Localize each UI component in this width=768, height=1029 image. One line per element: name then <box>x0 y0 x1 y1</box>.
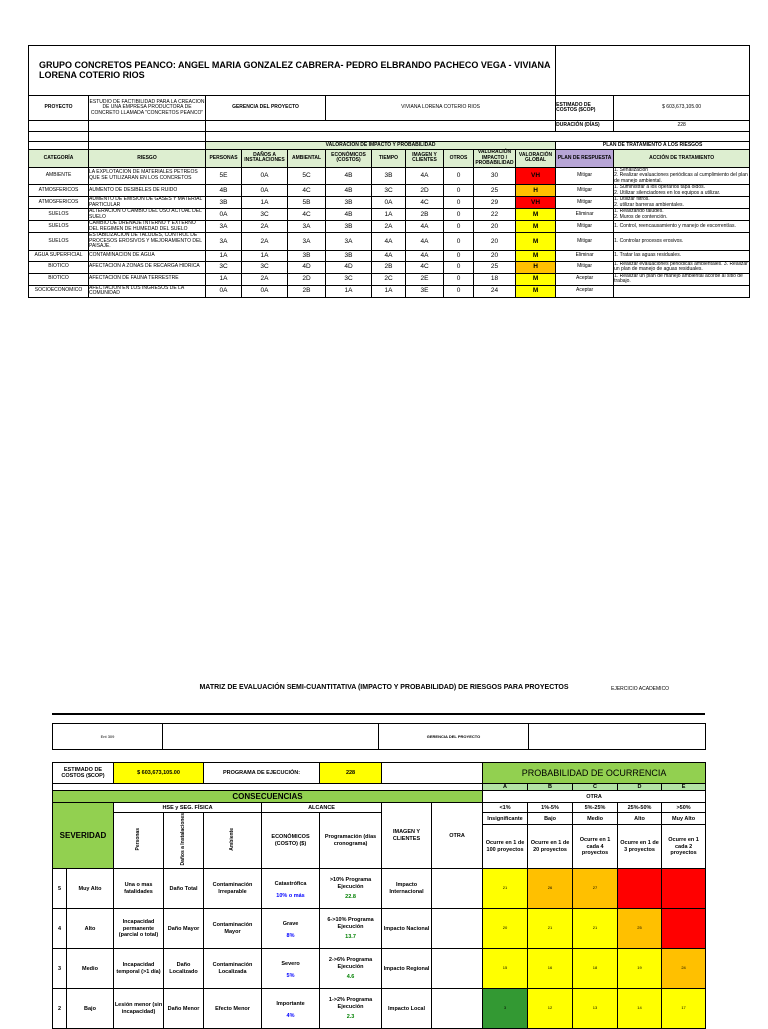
title-blank <box>556 46 750 96</box>
ambiente-desc: Contaminación Mayor <box>204 909 262 949</box>
economicos-level: Catastrófica <box>274 881 307 888</box>
valoracion-cell: 20 <box>474 233 516 251</box>
severity-level: Muy Alto <box>67 869 114 909</box>
accion-cell: 1. Señalización 2. Realizar evaluaciones periódicas al cumplimiento del plan de manejo ambiental. <box>614 166 748 184</box>
probability-cell: 27 <box>573 869 618 909</box>
accion-cell: 1. Control, reencausamiento y manejo de escorrentías. <box>614 221 750 233</box>
col-economicos-2: ECONÓMICOS (COSTO) ($) <box>262 813 320 869</box>
global-cell: M <box>516 221 556 233</box>
col-economicos: ECONÓMICOS (COSTOS) <box>326 150 372 168</box>
risk-row <box>29 197 750 209</box>
risk-row <box>29 273 750 285</box>
probability-cell: 26 <box>528 869 573 909</box>
prob-range: >50% <box>662 803 706 813</box>
otros-cell: 0 <box>444 261 474 273</box>
ambiente-desc: Contaminación Irreparable <box>204 869 262 909</box>
danos-cell: 2A <box>242 273 288 285</box>
danos-cell: 1A <box>242 197 288 209</box>
danos-cell: 1A <box>242 250 288 261</box>
otros-cell: 0 <box>444 285 474 297</box>
risk-row <box>29 233 750 251</box>
col-danos-2: Daños a Instalaciones <box>164 813 204 869</box>
severidad-label: SEVERIDAD <box>53 803 114 869</box>
col-otra: OTRA <box>432 803 483 869</box>
global-cell: M <box>516 209 556 221</box>
matrix2-title: MATRIZ DE EVALUACIÓN SEMI-CUANTITATIVA (IMPACTO Y PROBABILIDAD) DE RIESGOS PARA PROYECTOS <box>199 684 569 691</box>
probability-cell: 21 <box>528 909 573 949</box>
plan-cell: Aceptar <box>556 285 614 297</box>
otra-cell <box>432 989 483 1029</box>
personas-cell: 5E <box>206 167 242 185</box>
economicos-level: Severo <box>281 961 300 968</box>
programacion-value: 2.3 <box>346 1013 355 1020</box>
probability-cell: 19 <box>618 949 662 989</box>
gerente-name: VIVIANA LORENA COTERIO RIOS <box>326 96 556 121</box>
col-accion: ACCIÓN DE TRATAMIENTO <box>614 150 750 168</box>
probability-cell: 17 <box>662 989 706 1029</box>
accion-cell: 1. Suministrar a los operarios tapa oidos. 2. Utilizar silenciadores en los equipos a utilizar. <box>614 185 750 197</box>
cost-value-2: $ 603,673,105.00 <box>114 763 204 784</box>
danos-desc: Daño Menor <box>164 989 204 1029</box>
ambiental-cell: 4D <box>288 261 326 273</box>
accion-cell: 1. Realizar evaluaciones periódicas ambientales. 3. Realizar un plan de manejo de aguas residuales. <box>614 260 748 272</box>
accion-cell: 1. Tratar las aguas residuales. <box>614 250 750 261</box>
tiempo-cell: 0A <box>372 197 406 209</box>
prob-level: Alto <box>618 813 662 825</box>
probability-cell: 20 <box>483 909 528 949</box>
imagen-cell: 4A <box>406 233 444 251</box>
danos-cell: 2A <box>242 221 288 233</box>
plan-cell: Mitigar <box>556 221 614 233</box>
severity-number: 3 <box>53 949 67 989</box>
imagen-cell: 2B <box>406 209 444 221</box>
prob-description: Ocurre en 1 de 3 proyectos <box>618 825 662 869</box>
global-cell: H <box>516 185 556 197</box>
plan-cell: Mitigar <box>556 233 614 251</box>
accion-cell: 1. Realizando taludes. 2. Muros de contención. <box>614 209 750 221</box>
severity-row <box>53 869 706 909</box>
col-personas-2: Personas <box>114 813 164 869</box>
otros-cell: 0 <box>444 185 474 197</box>
danos-desc: Daño Mayor <box>164 909 204 949</box>
col-ambiental: AMBIENTAL <box>288 150 326 168</box>
ambiental-cell: 4C <box>288 185 326 197</box>
cost-label: ESTIMADO DE COSTOS ($COP) <box>556 96 614 121</box>
prob-level: Muy Alto <box>662 813 706 825</box>
ambiental-cell: 3B <box>288 250 326 261</box>
prob-header: PROBABILIDAD DE OCURRENCIA <box>483 763 706 784</box>
probability-cell: 3 <box>483 989 528 1029</box>
risk-row <box>29 250 750 261</box>
imagen-desc: Impacto Internacional <box>382 869 432 909</box>
cost-label-2: ESTIMADO DE COSTOS ($COP) <box>53 763 114 784</box>
prob-letter: B <box>528 784 573 791</box>
col-global: VALORACIÓN GLOBAL <box>516 150 556 168</box>
economicos-percent: 4% <box>286 1012 295 1019</box>
prob-description: Ocurre en 1 cada 2 proyectos <box>662 825 706 869</box>
prob-letter: C <box>573 784 618 791</box>
economicos-level: Importante <box>276 1001 305 1008</box>
programacion-range: 2->6% Programa Ejecución <box>328 957 373 970</box>
programacion-value: 4.6 <box>346 973 355 980</box>
plan-header: PLAN DE TRATAMIENTO A LOS RIESGOS <box>556 142 750 150</box>
personas-desc: Una o mas fatalidades <box>114 869 164 909</box>
hse-label: HSE y SEG. FÍSICA <box>114 803 262 813</box>
prob-range: 5%-25% <box>573 803 618 813</box>
prob-level: Medio <box>573 813 618 825</box>
project-label: PROYECTO <box>29 96 89 121</box>
ambiental-cell: 5B <box>288 197 326 209</box>
economicos-cell: 3B <box>326 221 372 233</box>
global-cell: M <box>516 285 556 297</box>
category-cell: ATMOSFERICOS <box>29 185 89 197</box>
matrix2-subtitle: EJERCICIO ACADEMICO <box>611 686 670 692</box>
economicos-cell: 1A <box>326 285 372 297</box>
risk-row <box>29 209 750 221</box>
danos-cell: 0A <box>242 167 288 185</box>
probability-cell <box>618 869 662 909</box>
personas-cell: 3C <box>206 261 242 273</box>
economicos-percent: 8% <box>286 932 295 939</box>
alcance-label: ALCANCE <box>262 803 382 813</box>
danos-cell: 0A <box>242 285 288 297</box>
col-tiempo: TIEMPO <box>372 150 406 168</box>
col-danos: DAÑOS A INSTALACIONES <box>242 150 288 168</box>
risk-row <box>29 185 750 197</box>
risk-cell: AUMENTO DE DESIBELES DE RUIDO <box>89 185 206 197</box>
gerencia-label: GERENCIA DEL PROYECTO <box>206 96 326 121</box>
economicos-cell: 4B <box>326 167 372 185</box>
prob-description: Ocurre en 1 de 20 proyectos <box>528 825 573 869</box>
programacion-desc <box>320 949 382 989</box>
tiempo-cell: 2A <box>372 221 406 233</box>
risk-row <box>29 167 750 185</box>
group-title: GRUPO CONCRETOS PEANCO: ANGEL MARIA GONZALEZ CABRERA- PEDRO ELBRANDO PACHECO VEGA - VIVIANA LORENA COTERIO RIOS <box>29 46 556 96</box>
divider <box>52 713 705 715</box>
global-cell: H <box>516 261 556 273</box>
risk-row <box>29 261 750 273</box>
imagen-cell: 3E <box>406 285 444 297</box>
otra-cell <box>432 909 483 949</box>
info-table <box>52 723 706 750</box>
probability-cell: 24 <box>662 949 706 989</box>
ambiente-desc: Contaminación Localizada <box>204 949 262 989</box>
tiempo-cell: 1A <box>372 285 406 297</box>
probability-cell: 15 <box>483 949 528 989</box>
otra-cell <box>432 949 483 989</box>
probability-cell: 16 <box>528 949 573 989</box>
plan-cell: Mitigar <box>556 197 614 209</box>
accion-cell <box>614 285 750 297</box>
imagen-desc: Impacto Nacional <box>382 909 432 949</box>
risk-cell: AFECTACION A ZONAS DE RECARGA HIDRICA <box>89 261 206 273</box>
valoracion-cell: 30 <box>474 167 516 185</box>
tiempo-cell: 4A <box>372 233 406 251</box>
programacion-desc <box>320 869 382 909</box>
severity-level: Bajo <box>67 989 114 1029</box>
col-plan: PLAN DE RESPUESTA <box>556 150 614 168</box>
ent-code: Ent 309 <box>53 724 163 750</box>
danos-cell: 2A <box>242 233 288 251</box>
personas-cell: 3A <box>206 221 242 233</box>
personas-cell: 1A <box>206 250 242 261</box>
personas-desc: Incapacidad permanente (parcial o total) <box>114 909 164 949</box>
programacion-desc <box>320 989 382 1029</box>
severity-matrix <box>52 762 706 1029</box>
plan-cell: Eliminar <box>556 250 614 261</box>
severity-row <box>53 989 706 1029</box>
valoracion-cell: 20 <box>474 221 516 233</box>
program-value: 228 <box>320 763 382 784</box>
ambiental-cell: 3A <box>288 221 326 233</box>
category-cell: SUELOS <box>29 209 89 221</box>
ambiental-cell: 2B <box>288 285 326 297</box>
valoracion-cell: 22 <box>474 209 516 221</box>
imagen-cell: 2E <box>406 273 444 285</box>
risk-cell: ESTABILIZACION DE TALUDES, CONTROL DE PROCESOS EROSIVOS Y MEJORAMIENTO DEL PAISAJE. <box>89 233 206 251</box>
economicos-cell: 3B <box>326 197 372 209</box>
col-programacion: Programación (días cronograma) <box>320 813 382 869</box>
danos-cell: 3C <box>242 261 288 273</box>
severity-number: 2 <box>53 989 67 1029</box>
otros-cell: 0 <box>444 209 474 221</box>
col-valoracion: VALORACIÓN IMPACTO / PROBABILIDAD <box>475 149 514 166</box>
tiempo-cell: 4A <box>372 250 406 261</box>
economicos-desc <box>262 909 320 949</box>
economicos-level: Grave <box>282 921 299 928</box>
valoracion-cell: 24 <box>474 285 516 297</box>
col-ambiente-2: Ambiente <box>204 813 262 869</box>
danos-cell: 3C <box>242 209 288 221</box>
severity-number: 5 <box>53 869 67 909</box>
otros-cell: 0 <box>444 250 474 261</box>
accion-cell: 1. Utilizar filtros. 2. utilizar barreras ambientales. <box>614 197 750 209</box>
prob-range: <1% <box>483 803 528 813</box>
valoracion-cell: 25 <box>474 261 516 273</box>
probability-cell: 13 <box>573 989 618 1029</box>
plan-cell: Mitigar <box>556 185 614 197</box>
tiempo-cell: 3C <box>372 185 406 197</box>
personas-cell: 3B <box>206 197 242 209</box>
category-cell: SOCIOECONOMICO <box>29 285 89 297</box>
global-cell: M <box>516 273 556 285</box>
economicos-cell: 3A <box>326 233 372 251</box>
prob-letter: D <box>618 784 662 791</box>
prob-letter: E <box>662 784 706 791</box>
personas-cell: 3A <box>206 233 242 251</box>
economicos-percent: 5% <box>286 972 295 979</box>
personas-cell: 4B <box>206 185 242 197</box>
imagen-cell: 4C <box>406 197 444 209</box>
program-label: PROGRAMA DE EJECUCIÓN: <box>204 763 320 784</box>
risk-cell: CAMBIO DE DRENAJE INTERNO Y EXTERNO DEL REGIMEN DE HUMEDAD DEL SUELO <box>89 221 206 233</box>
plan-cell: Eliminar <box>556 209 614 221</box>
project-description: ESTUDIO DE FACTIBILIDAD PARA LA CREACION DE UNA EMPRESA PRODUCTORA DE CONCRETO LLAMADA "CONCRETOS PEANCO" <box>89 96 206 121</box>
col-imagen-2: IMAGEN Y CLIENTES <box>382 803 432 869</box>
economicos-percent: 10% o más <box>276 892 305 899</box>
gerencia-label-2: GERENCIA DEL PROYECTO <box>379 724 529 750</box>
valoracion-header: VALORACIÓN DE IMPACTO Y PROBABILIDAD <box>206 142 556 150</box>
category-cell: SUELOS <box>29 221 89 233</box>
valoracion-cell: 29 <box>474 197 516 209</box>
imagen-cell: 2D <box>406 185 444 197</box>
imagen-cell: 4A <box>406 221 444 233</box>
imagen-cell: 4A <box>406 250 444 261</box>
programacion-range: >10% Programa Ejecución <box>329 877 372 890</box>
programacion-range: 1->2% Programa Ejecución <box>328 997 373 1010</box>
consecuencias-header: CONSECUENCIAS <box>53 791 483 803</box>
risk-row <box>29 221 750 233</box>
severity-row <box>53 949 706 989</box>
tiempo-cell: 2B <box>372 261 406 273</box>
personas-cell: 1A <box>206 273 242 285</box>
personas-cell: 0A <box>206 285 242 297</box>
tiempo-cell: 1A <box>372 209 406 221</box>
ambiental-cell: 4C <box>288 209 326 221</box>
accion-cell: 1. Controlar procesos erosivos. <box>614 233 750 251</box>
duration-label: DURACIÓN (DÍAS) <box>556 121 614 132</box>
category-cell: AGUA SUPERFICIAL <box>29 250 89 261</box>
ambiental-cell: 3A <box>288 233 326 251</box>
otra-cell <box>432 869 483 909</box>
economicos-cell: 4B <box>326 209 372 221</box>
valoracion-cell: 20 <box>474 250 516 261</box>
risk-cell: AFECTACION DE FAUNA TERRESTRE <box>89 273 206 285</box>
cost-value: $ 603,673,105.00 <box>614 96 750 121</box>
economicos-cell: 4B <box>326 185 372 197</box>
category-cell: AMBIENTE <box>29 167 89 185</box>
risk-cell: LA EXPLOTACION DE MATERIALES PETREOS QUE SE UTILIZARAN EN LOS CONCRETOS <box>89 167 206 185</box>
prob-level: Insignificante <box>483 813 528 825</box>
economicos-desc <box>262 989 320 1029</box>
ambiente-desc: Efecto Menor <box>204 989 262 1029</box>
prob-level: Bajo <box>528 813 573 825</box>
personas-desc: Incapacidad temporal (>1 día) <box>114 949 164 989</box>
danos-desc: Daño Localizado <box>164 949 204 989</box>
probability-cell: 18 <box>573 949 618 989</box>
otros-cell: 0 <box>444 221 474 233</box>
valoracion-cell: 25 <box>474 185 516 197</box>
category-cell: SUELOS <box>29 233 89 251</box>
severity-level: Alto <box>67 909 114 949</box>
probability-cell: 21 <box>483 869 528 909</box>
accion-cell: 1. Realizar un plan de manejo ambiental acorde al sitio de trabajo. <box>614 273 750 285</box>
prob-description: Ocurre en 1 cada 4 proyectos <box>573 825 618 869</box>
economicos-cell: 4D <box>326 261 372 273</box>
category-cell: BIOTICO <box>29 273 89 285</box>
danos-desc: Daño Total <box>164 869 204 909</box>
risk-row <box>29 285 750 297</box>
tiempo-cell: 3B <box>372 167 406 185</box>
valoracion-cell: 18 <box>474 273 516 285</box>
prob-letter: A <box>483 784 528 791</box>
personas-cell: 0A <box>206 209 242 221</box>
otros-cell: 0 <box>444 197 474 209</box>
prob-range: 25%-50% <box>618 803 662 813</box>
imagen-desc: Impacto Regional <box>382 949 432 989</box>
probability-cell: 12 <box>528 989 573 1029</box>
plan-cell: Mitigar <box>556 167 614 185</box>
risk-matrix-table <box>28 45 750 298</box>
imagen-desc: Impacto Local <box>382 989 432 1029</box>
severity-number: 4 <box>53 909 67 949</box>
probability-cell: 25 <box>618 909 662 949</box>
category-cell: BIOTICO <box>29 261 89 273</box>
probability-cell: 14 <box>618 989 662 1029</box>
economicos-desc <box>262 869 320 909</box>
risk-cell: ALTERACION O CAMBIO DEL USO ACTUAL DEL SUELO <box>89 209 206 221</box>
global-cell: VH <box>516 197 556 209</box>
imagen-cell: 4C <box>406 261 444 273</box>
global-cell: VH <box>516 167 556 185</box>
severity-level: Medio <box>67 949 114 989</box>
programacion-range: 6->10% Programa Ejecución <box>327 917 374 930</box>
otros-cell: 0 <box>444 233 474 251</box>
prob-range: 1%-5% <box>528 803 573 813</box>
imagen-cell: 4A <box>406 167 444 185</box>
col-otros: OTROS <box>444 150 474 168</box>
economicos-cell: 3C <box>326 273 372 285</box>
duration-value: 228 <box>614 121 750 132</box>
severity-row <box>53 909 706 949</box>
ambiental-cell: 5C <box>288 167 326 185</box>
col-personas: PERSONAS <box>206 150 242 168</box>
ambiental-cell: 2D <box>288 273 326 285</box>
danos-cell: 0A <box>242 185 288 197</box>
category-cell: ATMOSFERICOS <box>29 197 89 209</box>
probability-cell: 21 <box>573 909 618 949</box>
economicos-desc <box>262 949 320 989</box>
prob-description: Ocurre en 1 de 100 proyectos <box>483 825 528 869</box>
programacion-desc <box>320 909 382 949</box>
col-riesgo: RIESGO <box>89 150 206 168</box>
col-categoria: CATEGORÍA <box>29 150 89 168</box>
global-cell: M <box>516 250 556 261</box>
plan-cell: Mitigar <box>556 261 614 273</box>
risk-cell: AUMENTO DE EMISION DE GASES Y MATERIAL PARTICULAR <box>89 197 206 209</box>
plan-cell: Aceptar <box>556 273 614 285</box>
probability-cell <box>662 869 706 909</box>
otros-cell: 0 <box>444 167 474 185</box>
risk-cell: AFECTACION EN LOS INGRESOS DE LA COMUNIDAD <box>89 285 206 297</box>
probability-cell <box>662 909 706 949</box>
otros-cell: 0 <box>444 273 474 285</box>
risk-cell: CONTAMINACION DE AGUA <box>89 250 206 261</box>
otra-label: OTRA <box>483 791 706 803</box>
economicos-cell: 3B <box>326 250 372 261</box>
col-imagen: IMAGEN Y CLIENTES <box>406 150 444 168</box>
tiempo-cell: 2C <box>372 273 406 285</box>
programacion-value: 22.8 <box>345 893 356 900</box>
personas-desc: Lesión menor (sin incapacidad) <box>114 989 164 1029</box>
global-cell: M <box>516 233 556 251</box>
programacion-value: 13.7 <box>345 933 356 940</box>
